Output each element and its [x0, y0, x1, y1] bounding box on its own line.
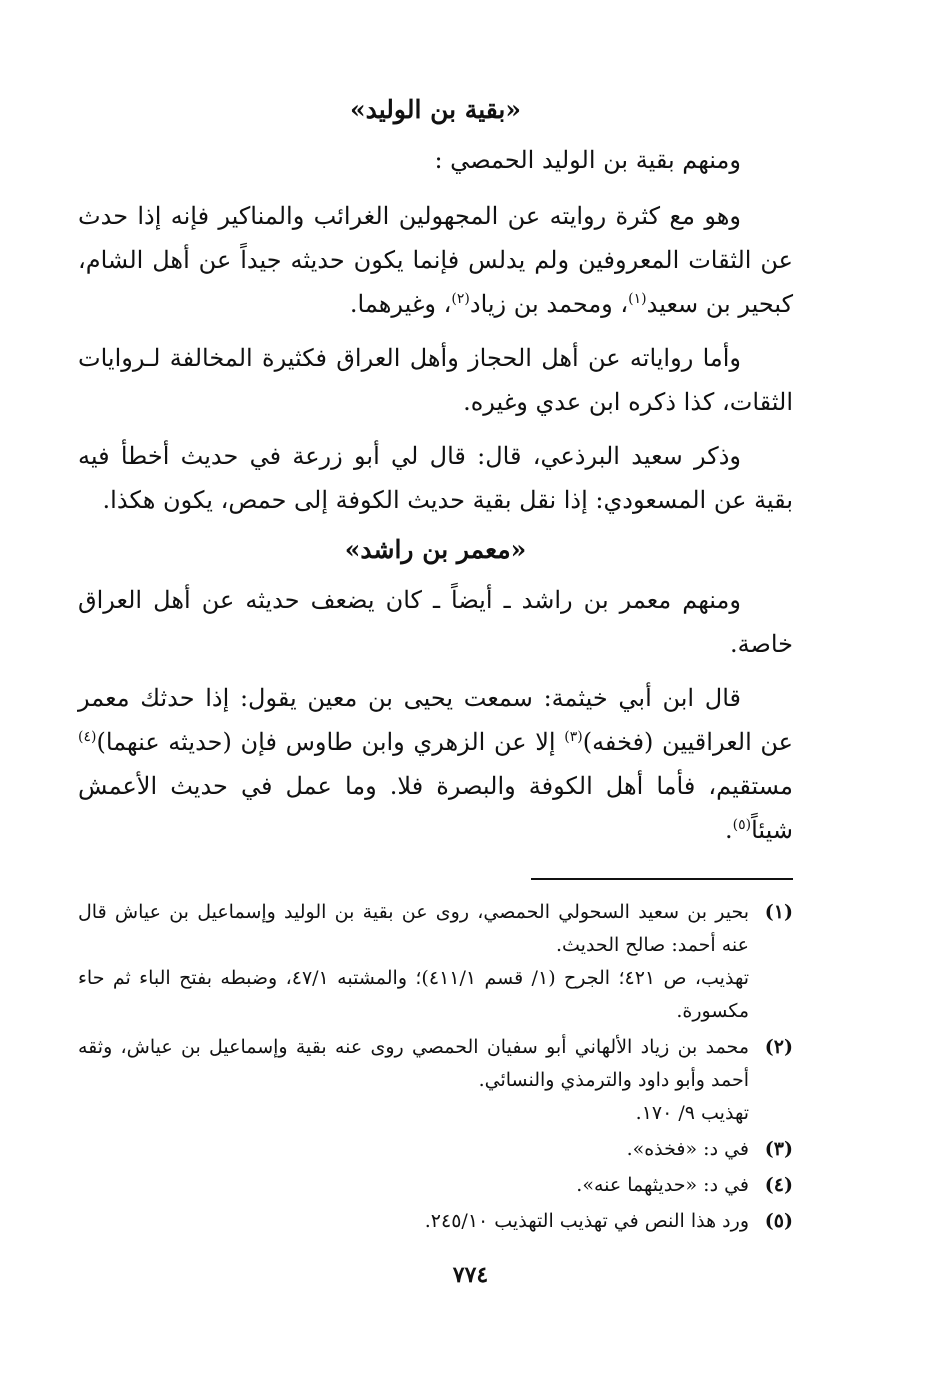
footnote-text: ورد هذا النص في تهذيب التهذيب ٢٤٥/١٠.	[424, 1210, 749, 1232]
paragraph-text: ، ومحمد بن زياد	[469, 290, 629, 318]
footnote-text: في د: «حديثهما عنه».	[576, 1174, 749, 1196]
section-title-mamar: «معمر بن راشد»	[344, 535, 527, 564]
paragraph-text: وهو مع كثرة روايته عن المجهولين الغرائب والمناكير فإنه إذا حدث عن الثقات المعروفين ولم يدلس فإنما يكون حديثه جيداً عن أهل الشام، كبحير بن سعيد	[78, 202, 793, 318]
footnote-body	[78, 1133, 749, 1166]
paragraph-text: ، وغيرهما.	[349, 290, 452, 318]
footnote-text: تهذيب، ص ٤٢١؛ الجرح (١/ قسم ٤١١/١)؛ والمشتبه ٤٧/١، وضبطه بفتح الباء ثم حاء مكسورة.	[78, 967, 749, 1022]
footnote	[78, 1031, 793, 1130]
footnote-body	[78, 1205, 749, 1238]
footnote-text: في د: «فخذه».	[626, 1138, 749, 1160]
footnote-body	[78, 896, 749, 1028]
paragraph	[78, 676, 793, 852]
footnote-text: تهذيب ٩/ ١٧٠.	[635, 1102, 749, 1124]
paragraph: وأما رواياته عن أهل الحجاز وأهل العراق فكثيرة المخالفة لـروايات الثقات، كذا ذكره ابن عدي وغيره.	[78, 344, 793, 416]
section-title-baqiyya: «بقية بن الوليد»	[350, 95, 521, 124]
footnote	[78, 1205, 793, 1238]
footnote-number: (٣)	[764, 1138, 793, 1160]
footnote	[78, 896, 793, 1028]
footnote-divider	[531, 878, 793, 880]
paragraph: وذكر سعيد البرذعي، قال: قال لي أبو زرعة في حديث أخطأ فيه بقية عن المسعودي: إذا نقل بقية حديث الكوفة إلى حمص، يكون هكذا.	[78, 442, 793, 514]
footnote-text: بحير بن سعيد السحولي الحمصي، روى عن بقية بن الوليد وإسماعيل بن عياش قال عنه أحمد: صالح الحديث.	[78, 901, 749, 956]
paragraph-text: إلا عن الزهري وابن طاوس فإن (حديثه عنهما)	[96, 728, 565, 756]
footnotes	[78, 896, 793, 1238]
footnote-ref[interactable]: (٤)	[78, 729, 97, 745]
footnote-number: (١)	[764, 901, 793, 923]
paragraph	[78, 194, 793, 326]
footnote-number: (٢)	[764, 1036, 793, 1058]
page-number: ٧٧٤	[452, 1262, 489, 1288]
footnote-ref[interactable]: (١)	[628, 291, 647, 307]
footnote-text: محمد بن زياد الألهاني أبو سفيان الحمصي روى عنه بقية وإسماعيل بن عياش، وثقه أحمد وأبو داود والترمذي والنسائي.	[78, 1036, 749, 1091]
paragraph-text: مستقيم، فأما أهل الكوفة والبصرة فلا. وما عمل في حديث الأعمش شيئاً	[78, 772, 793, 844]
paragraph-text: قال ابن أبي خيثمة: سمعت يحيى بن معين يقول: إذا حدثك معمر عن العراقيين (فخفه)	[78, 684, 793, 756]
footnote-number: (٥)	[764, 1210, 793, 1232]
paragraph: ومنهم معمر بن راشد ـ أيضاً ـ كان يضعف حديثه عن أهل العراق خاصة.	[78, 586, 793, 658]
footnote	[78, 1169, 793, 1202]
footnote-ref[interactable]: (٣)	[564, 729, 583, 745]
page-body	[78, 88, 793, 1241]
footnote-ref[interactable]: (٥)	[732, 817, 752, 833]
footnote-body	[78, 1169, 749, 1202]
footnote-ref[interactable]: (٢)	[451, 291, 470, 307]
paragraph: ومنهم بقية بن الوليد الحمصي :	[434, 146, 741, 174]
footnote	[78, 1133, 793, 1166]
paragraph-text: .	[724, 816, 733, 844]
footnote-number: (٤)	[764, 1174, 793, 1196]
footnote-body	[78, 1031, 749, 1130]
